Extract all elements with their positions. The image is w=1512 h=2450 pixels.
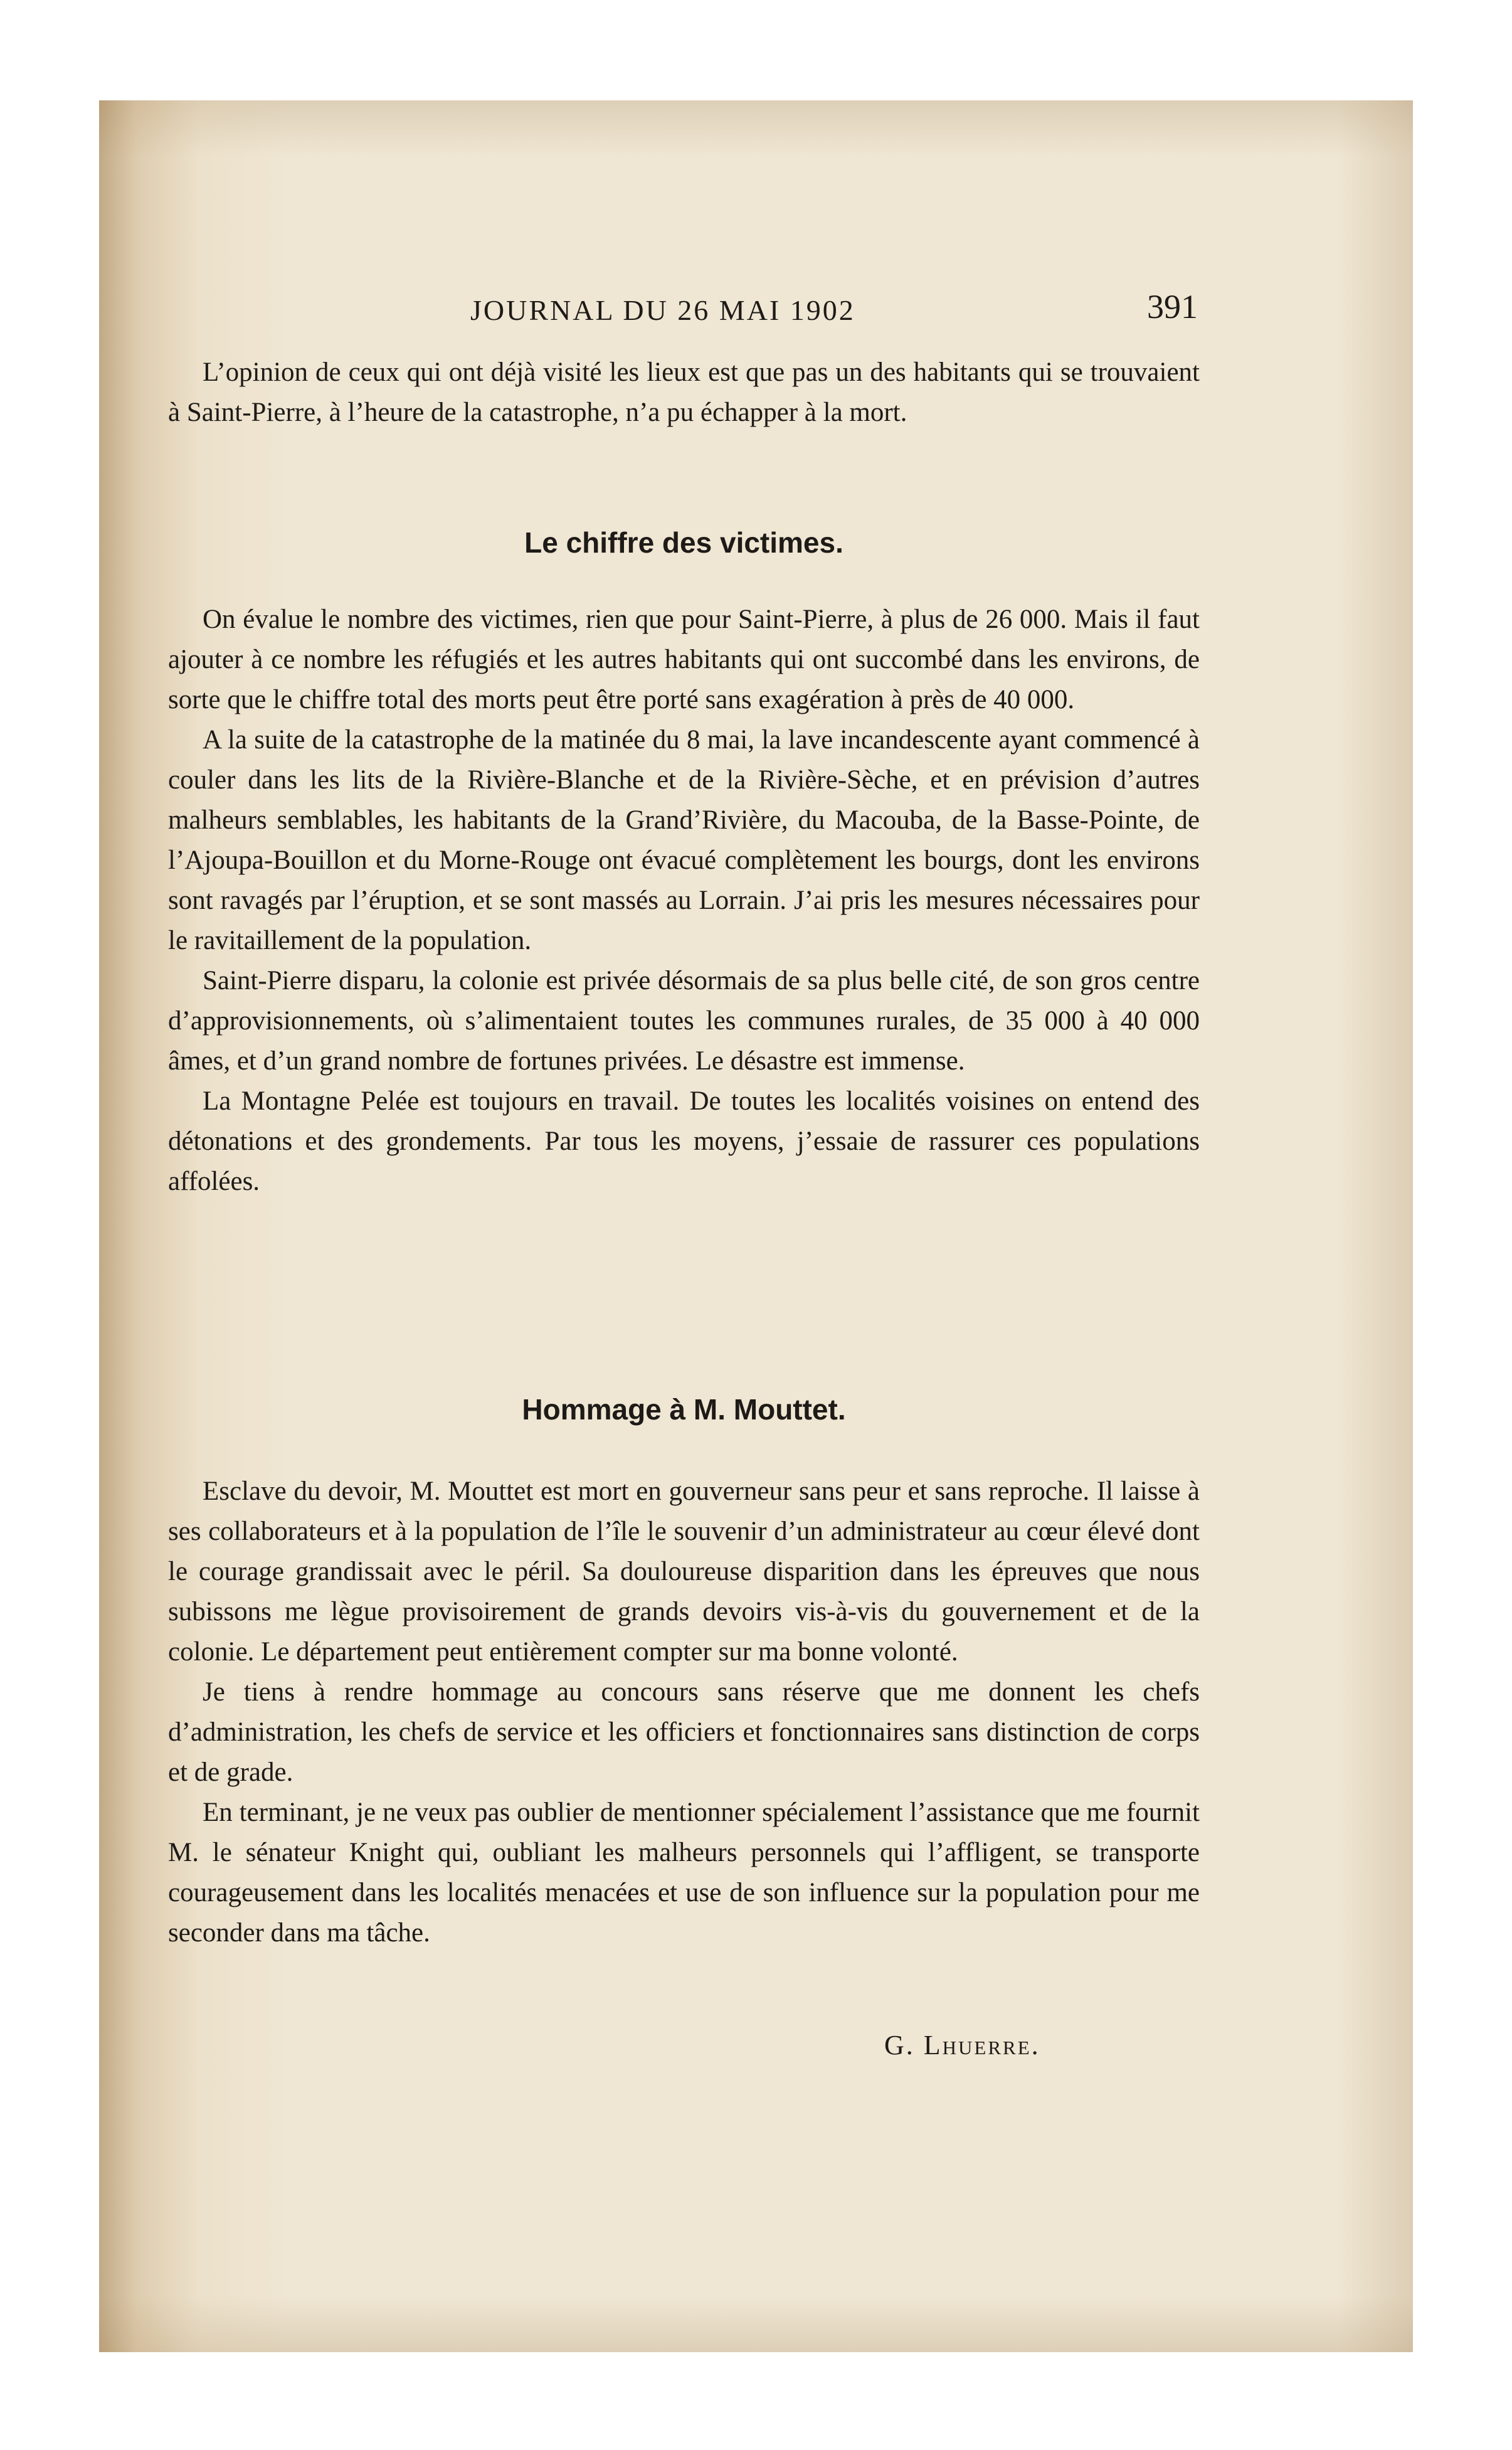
page-number: 391 [1147, 288, 1198, 326]
scanned-page [99, 100, 1413, 2352]
section-victimes-body [168, 600, 1200, 1202]
paragraph: A la suite de la catastrophe de la matinée du 8 mai, la lave incandescente ayant commencé à couler dans les lits de la Rivière-Blanche et de la Rivière-Sèche, et en prévision d’autres malheurs semblables, les habitants de la Grand’Rivière, du Macouba, de la Basse-Pointe, de l’Ajoupa-Bouillon et du Morne-Rouge ont évacué complètement les bourgs, dont les environs sont ravagés par l’éruption, et se sont massés au Lorrain. J’ai pris les mesures nécessaires pour le ravitaillement de la population. [168, 725, 1200, 955]
page-header [370, 290, 1198, 334]
intro-block [168, 353, 1200, 433]
section-hommage-body [168, 1472, 1200, 1953]
section-heading-victimes: Le chiffre des victimes. [524, 526, 843, 559]
paragraph: En terminant, je ne veux pas oublier de mentionner spécialement l’assistance que me fournit M. le sénateur Knight qui, oubliant les malheurs personnels qui l’affligent, se transporte courageusement dans les localités menacées et use de son influence sur la population pour me seconder dans ma tâche. [168, 1798, 1200, 1948]
section-heading-hommage: Hommage à M. Mouttet. [522, 1393, 846, 1426]
paragraph: Saint-Pierre disparu, la colonie est privée désormais de sa plus belle cité, de son gros centre d’approvisionnements, où s’alimentaient toutes les communes rurales, de 35 000 à 40 000 âmes, et d’un grand nombre de fortunes privées. Le désastre est immense. [168, 966, 1200, 1076]
paragraph: Je tiens à rendre hommage au concours sans réserve que me donnent les chefs d’administration, les chefs de service et les officiers et fonctionnaires sans distinction de corps et de grade. [168, 1677, 1200, 1787]
paragraph: On évalue le nombre des victimes, rien que pour Saint-Pierre, à plus de 26 000. Mais il faut ajouter à ce nombre les réfugiés et les autres habitants qui ont succombé dans les environs, de sorte que le chiffre total des morts peut être porté sans exagération à près de 40 000. [168, 605, 1200, 714]
paragraph: La Montagne Pelée est toujours en travail. De toutes les localités voisines on entend des détonations et des grondements. Par tous les moyens, j’essaie de rassurer ces populations affolées. [168, 1086, 1200, 1196]
running-title: JOURNAL DU 26 MAI 1902 [470, 294, 855, 326]
signature: G. Lhuerre. [884, 2030, 1040, 2060]
intro-paragraph: L’opinion de ceux qui ont déjà visité les lieux est que pas un des habitants qui se trouvaient à Saint-Pierre, à l’heure de la catastrophe, n’a pu échapper à la mort. [168, 358, 1200, 427]
paragraph: Esclave du devoir, M. Mouttet est mort en gouverneur sans peur et sans reproche. Il laisse à ses collaborateurs et à la population de l’île le souvenir d’un administrateur au cœur élevé dont le courage grandissait avec le péril. Sa douloureuse disparition dans les épreuves que nous subissons me lègue provisoirement de grands devoirs vis-à-vis du gouvernement et de la colonie. Le département peut entièrement compter sur ma bonne volonté. [168, 1477, 1200, 1667]
